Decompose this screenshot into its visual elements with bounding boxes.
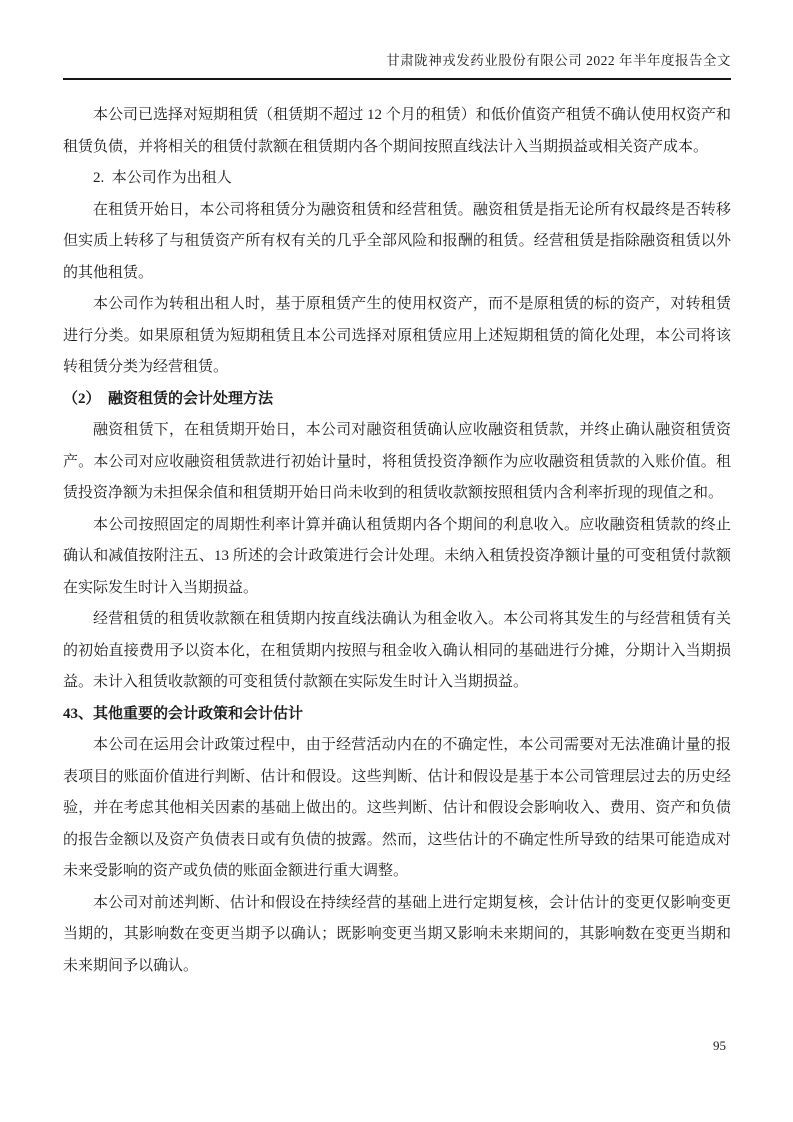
section-heading-main: 43、其他重要的会计政策和会计估计: [63, 705, 304, 722]
paragraph: 本公司在运用会计政策过程中，由于经营活动内在的不确定性，本公司需要对无法准确计量的报表项目的账面价值进行判断、估计和假设。这些判断、估计和假设是基于本公司管理层过去的历史经验，并在考虑其他相关因素的基础上做出的。这些判断、估计和假设会影响收入、费用、资产和负债的报告金额以及资产负债表日或有负债的披露。然而，这些估计的不确定性所导致的结果可能造成对未来受影响的资产或负债的账面金额进行重大调整。: [63, 737, 731, 879]
page-footer: [713, 1038, 726, 1054]
document-body: [63, 100, 731, 982]
paragraph: 本公司对前述判断、估计和假设在持续经营的基础上进行定期复核，会计估计的变更仅影响变更当期的，其影响数在变更当期予以确认；既影响变更当期又影响未来期间的，其影响数在变更当期和未来期间予以确认。: [63, 894, 731, 974]
report-header-title: 甘肃陇神戎发药业股份有限公司 2022 年半年度报告全文: [386, 53, 731, 68]
paragraph: 本公司按照固定的周期性利率计算并确认租赁期内各个期间的利息收入。应收融资租赁款的终止确认和减值按附注五、13 所述的会计政策进行会计处理。未纳入租赁投资净额计量的可变租赁付款额在实际发生时计入当期损益。: [63, 516, 731, 596]
section-heading-sub: （2） 融资租赁的会计处理方法: [63, 390, 274, 407]
page-number: 95: [713, 1038, 726, 1053]
paragraph: 本公司作为转租出租人时，基于原租赁产生的使用权资产，而不是原租赁的标的资产，对转租赁进行分类。如果原租赁为短期租赁且本公司选择对原租赁应用上述短期租赁的简化处理，本公司将该转租赁分类为经营租赁。: [63, 296, 731, 375]
paragraph: 在租赁开始日，本公司将租赁分为融资租赁和经营租赁。融资租赁是指无论所有权最终是否转移但实质上转移了与租赁资产所有权有关的几乎全部风险和报酬的租赁。经营租赁是指除融资租赁以外的其他租赁。: [63, 201, 731, 281]
page-header: [63, 53, 731, 80]
paragraph: 本公司已选择对短期租赁（租赁期不超过 12 个月的租赁）和低价值资产租赁不确认使用权资产和租赁负债，并将相关的租赁付款额在租赁期内各个期间按照直线法计入当期损益或相关资产成本。: [63, 107, 731, 155]
list-item: 2. 本公司作为出租人: [93, 170, 232, 186]
paragraph: 融资租赁下，在租赁期开始日，本公司对融资租赁确认应收融资租赁款，并终止确认融资租赁资产。本公司对应收融资租赁款进行初始计量时，将租赁投资净额作为应收融资租赁款的入账价值。租赁投资净额为未担保余值和租赁期开始日尚未收到的租赁收款额按照租赁内含利率折现的现值之和。: [63, 422, 731, 501]
paragraph: 经营租赁的租赁收款额在租赁期内按直线法确认为租金收入。本公司将其发生的与经营租赁有关的初始直接费用予以资本化，在租赁期内按照与租金收入确认相同的基础进行分摊，分期计入当期损益。未计入租赁收款额的可变租赁付款额在实际发生时计入当期损益。: [63, 611, 731, 690]
